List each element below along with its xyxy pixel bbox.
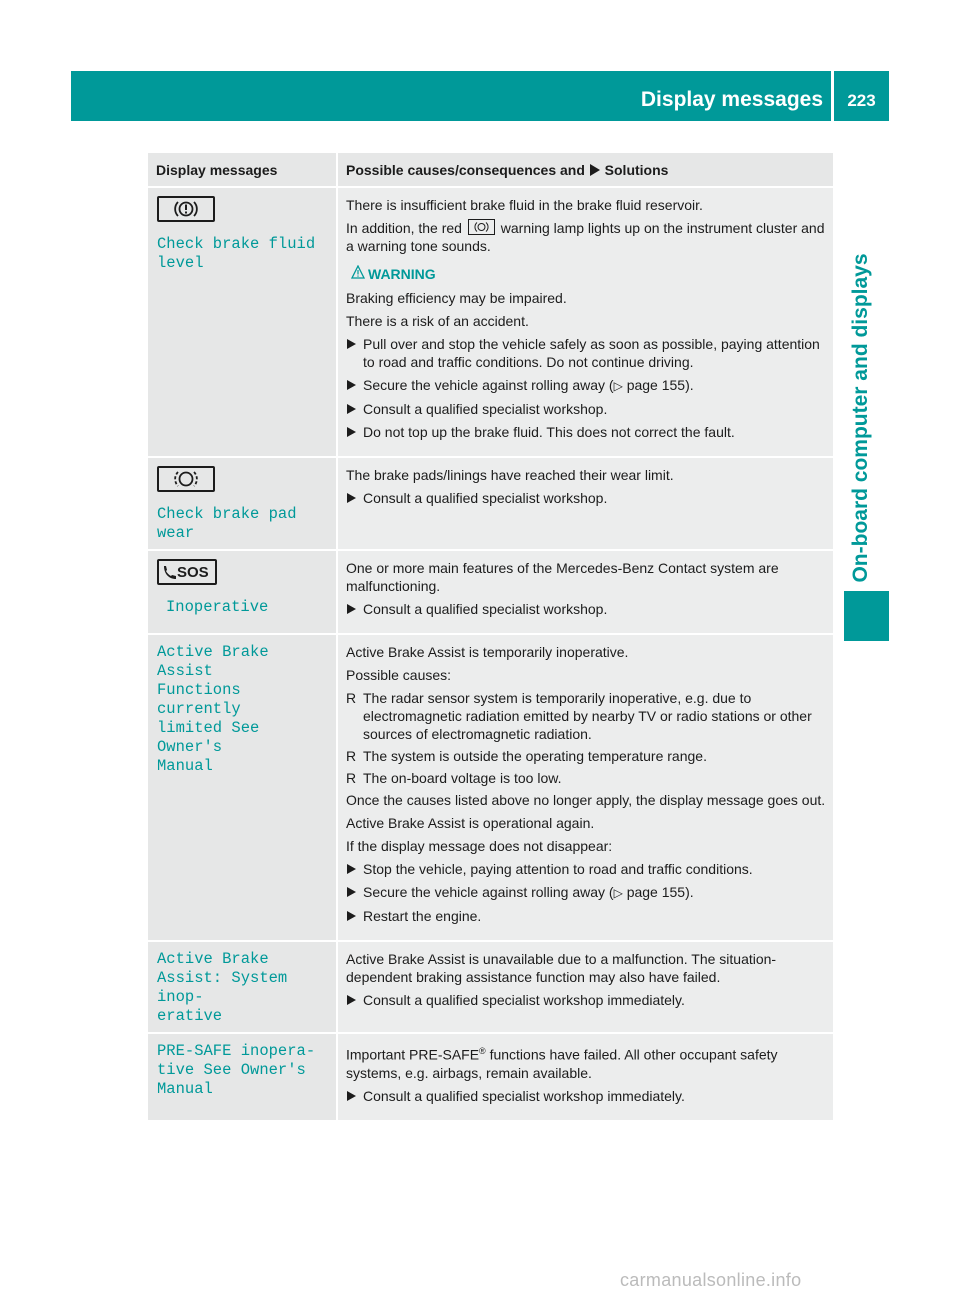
table-row xyxy=(148,551,833,635)
warning-heading: WARNING xyxy=(346,265,826,283)
table-row xyxy=(148,942,833,1034)
message-cell xyxy=(148,635,336,942)
step-arrow-icon xyxy=(347,380,356,390)
table-row xyxy=(148,635,833,942)
list-item: Consult a qualified specialist workshop immediately. xyxy=(346,1087,826,1105)
list-item: R The on-board voltage is too low. xyxy=(346,770,562,786)
brake-warning-icon xyxy=(157,196,215,222)
solution-cell: Active Brake Assist is unavailable due to a malfunction. The situation-dependent braking assistance function may also have failed. Consult a qualified specialist workshop immediately. xyxy=(336,942,833,1034)
message-cell xyxy=(148,551,336,635)
display-message-text: PRE-SAFE inopera‑ tive See Owner's Manual xyxy=(157,1042,316,1098)
side-tab-marker xyxy=(844,591,889,641)
step-arrow-icon xyxy=(347,887,356,897)
solution-cell: One or more main features of the Mercedes-Benz Contact system are malfunctioning. Consult a qualified specialist workshop. xyxy=(336,551,833,635)
solution-cell: Important PRE-SAFE® functions have failed. All other occupant safety systems, e.g. airbags, remain available. Consult a qualified specialist workshop immediately. xyxy=(336,1034,833,1122)
step-arrow-icon xyxy=(347,493,356,503)
step-arrow-icon xyxy=(347,911,356,921)
list-item: Consult a qualified specialist workshop. xyxy=(346,489,826,507)
display-message-text: Check brake pad wear xyxy=(157,505,297,542)
step-arrow-icon xyxy=(347,995,356,1005)
display-message-text: Active Brake Assist Functions currently limited See Owner's Manual xyxy=(157,643,269,775)
table-row xyxy=(148,1034,833,1122)
list-item: Pull over and stop the vehicle safely as soon as possible, paying attention to road and traffic conditions. Do not continue driving. xyxy=(346,335,826,371)
brake-warning-icon xyxy=(468,219,495,235)
bullet-icon: R xyxy=(346,690,357,706)
solution-cell: There is insufficient brake fluid in the brake fluid reservoir. In addition, the red warning lamp lights up on the instrument cluster and a warning tone sounds. WARNING Braking efficiency may be impaired. There is a risk of an accident. Pull over and stop the vehicle safely as soon as possible, paying attention to road and traffic conditions. Do not continue driving. Secure the vehicle against rolling away (▷ page 155). Consult a qualified specialist workshop. Do not top up the brake fluid. This does not correct the fault. xyxy=(336,188,833,458)
list-item: Stop the vehicle, paying attention to road and traffic conditions. xyxy=(346,860,826,878)
svg-text:SOS: SOS xyxy=(177,564,209,581)
message-cell xyxy=(148,1034,336,1122)
step-arrow-icon xyxy=(347,604,356,614)
solution-cell: Active Brake Assist is temporarily inoperative. Possible causes: R The radar sensor system is temporarily inoperative, e.g. due to electromagnetic radiation emitted by nearby TV or radio stations or other sources of electromagnetic radiation. R The system is outside the operating temperature range. R The on-board voltage is too low. Once the causes listed above no longer apply, the display message goes out. Active Brake Assist is operational again. If the display message does not disappear: Stop the vehicle, paying attention to road and traffic conditions. Secure the vehicle against rolling away (▷ page 155). Restart the engine. xyxy=(336,635,833,942)
warning-triangle-icon xyxy=(351,265,365,279)
side-tab-label: On-board computer and displays xyxy=(849,253,872,583)
list-item: Consult a qualified specialist workshop immediately. xyxy=(346,991,826,1009)
list-item: R The system is outside the operating temperature range. xyxy=(346,748,707,764)
table-row xyxy=(148,458,833,551)
page-reference-link[interactable]: page 155 xyxy=(626,377,686,393)
list-item: Do not top up the brake fluid. This does not correct the fault. xyxy=(346,423,826,441)
page-ref-icon: ▷ xyxy=(613,379,623,393)
column-header-display-messages: Display messages xyxy=(148,153,336,188)
bullet-icon: R xyxy=(346,770,357,786)
display-messages-table xyxy=(148,153,833,1122)
solution-arrow-icon xyxy=(590,164,600,176)
step-arrow-icon xyxy=(347,427,356,437)
step-arrow-icon xyxy=(347,404,356,414)
display-message-text: Inoperative xyxy=(166,598,269,616)
table-row xyxy=(148,188,833,458)
sos-icon xyxy=(157,559,217,585)
list-item: Restart the engine. xyxy=(346,907,826,925)
list-item: Secure the vehicle against rolling away (▷ page 155). xyxy=(346,376,826,395)
bullet-icon: R xyxy=(346,748,357,764)
message-cell xyxy=(148,458,336,551)
list-item: Secure the vehicle against rolling away (▷ page 155). xyxy=(346,883,826,902)
display-message-text: Check brake fluid level xyxy=(157,235,316,272)
page-title: Display messages xyxy=(640,88,823,111)
list-item: Consult a qualified specialist workshop. xyxy=(346,600,826,618)
message-cell xyxy=(148,188,336,458)
list-item: Consult a qualified specialist workshop. xyxy=(346,400,826,418)
step-arrow-icon xyxy=(347,1091,356,1101)
watermark: carmanualsonline.info xyxy=(620,1270,802,1290)
step-arrow-icon xyxy=(347,864,356,874)
column-header-solutions: Possible causes/consequences and Solutions xyxy=(336,153,833,188)
brake-pad-wear-icon xyxy=(157,466,215,492)
message-cell xyxy=(148,942,336,1034)
list-item: R The radar sensor system is temporarily inoperative, e.g. due to electromagnetic radiation emitted by nearby TV or radio stations or other sources of electromagnetic radiation. xyxy=(346,690,812,742)
solution-cell: The brake pads/linings have reached their wear limit. Consult a qualified specialist workshop. xyxy=(336,458,833,551)
page-ref-icon: ▷ xyxy=(613,886,623,900)
page-number: 223 xyxy=(834,71,889,121)
step-arrow-icon xyxy=(347,339,356,349)
display-message-text: Active Brake Assist: System inop‑ erative xyxy=(157,950,288,1025)
page-reference-link[interactable]: page 155 xyxy=(626,884,686,900)
